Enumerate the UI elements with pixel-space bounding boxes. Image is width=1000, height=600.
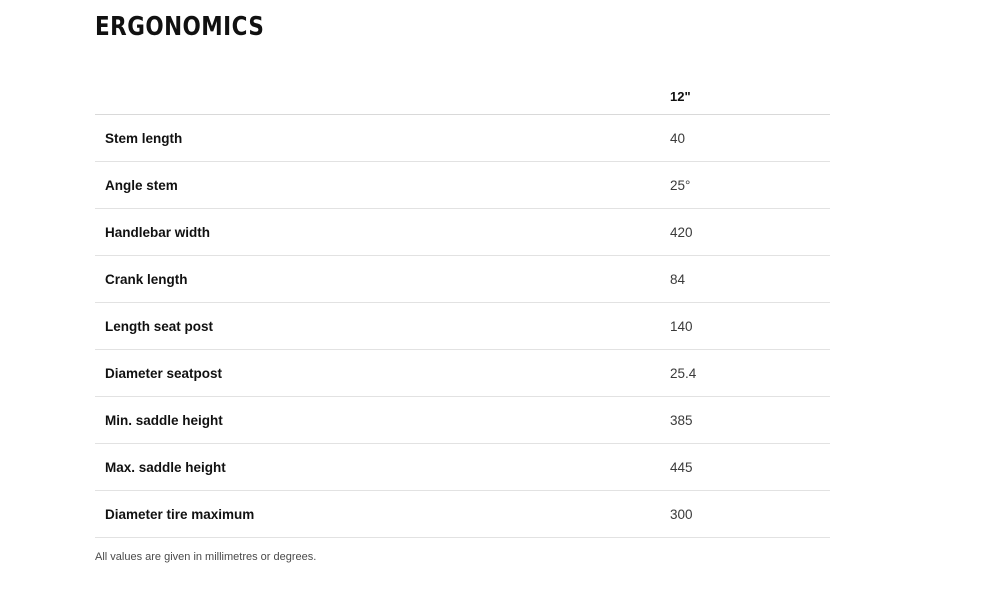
page-title: ERGONOMICS bbox=[95, 12, 265, 42]
table-header-row bbox=[95, 78, 830, 115]
row-label-length-seat-post: Length seat post bbox=[105, 318, 214, 334]
units-footnote: All values are given in millimetres or degrees. bbox=[95, 551, 317, 563]
row-label-diameter-tire-maximum: Diameter tire maximum bbox=[105, 506, 255, 522]
row-label-crank-length: Crank length bbox=[105, 271, 188, 287]
table-row bbox=[95, 115, 830, 162]
spec-table-body bbox=[95, 115, 830, 538]
row-value-diameter-tire-maximum: 300 bbox=[670, 506, 693, 522]
row-value-stem-length: 40 bbox=[670, 130, 686, 146]
row-value-angle-stem: 25° bbox=[670, 177, 691, 193]
table-row bbox=[95, 350, 830, 397]
table-row bbox=[95, 444, 830, 491]
spec-table bbox=[95, 78, 830, 538]
row-value-handlebar-width: 420 bbox=[670, 224, 693, 240]
row-value-crank-length: 84 bbox=[670, 271, 686, 287]
table-row bbox=[95, 303, 830, 350]
row-value-max-saddle-height: 445 bbox=[670, 459, 693, 475]
table-row bbox=[95, 491, 830, 538]
table-row bbox=[95, 162, 830, 209]
row-value-min-saddle-height: 385 bbox=[670, 412, 693, 428]
table-row bbox=[95, 256, 830, 303]
table-row bbox=[95, 397, 830, 444]
row-value-length-seat-post: 140 bbox=[670, 318, 693, 334]
spec-table-container bbox=[95, 78, 830, 538]
row-value-diameter-seatpost: 25.4 bbox=[670, 365, 697, 381]
row-label-angle-stem: Angle stem bbox=[105, 177, 178, 193]
row-label-min-saddle-height: Min. saddle height bbox=[105, 412, 223, 428]
column-header-size-12: 12" bbox=[670, 78, 830, 115]
row-label-max-saddle-height: Max. saddle height bbox=[105, 459, 226, 475]
table-row bbox=[95, 209, 830, 256]
row-label-diameter-seatpost: Diameter seatpost bbox=[105, 365, 223, 381]
spec-table-head bbox=[95, 78, 830, 115]
column-header-spec bbox=[95, 78, 670, 115]
row-label-stem-length: Stem length bbox=[105, 130, 183, 146]
row-label-handlebar-width: Handlebar width bbox=[105, 224, 211, 240]
